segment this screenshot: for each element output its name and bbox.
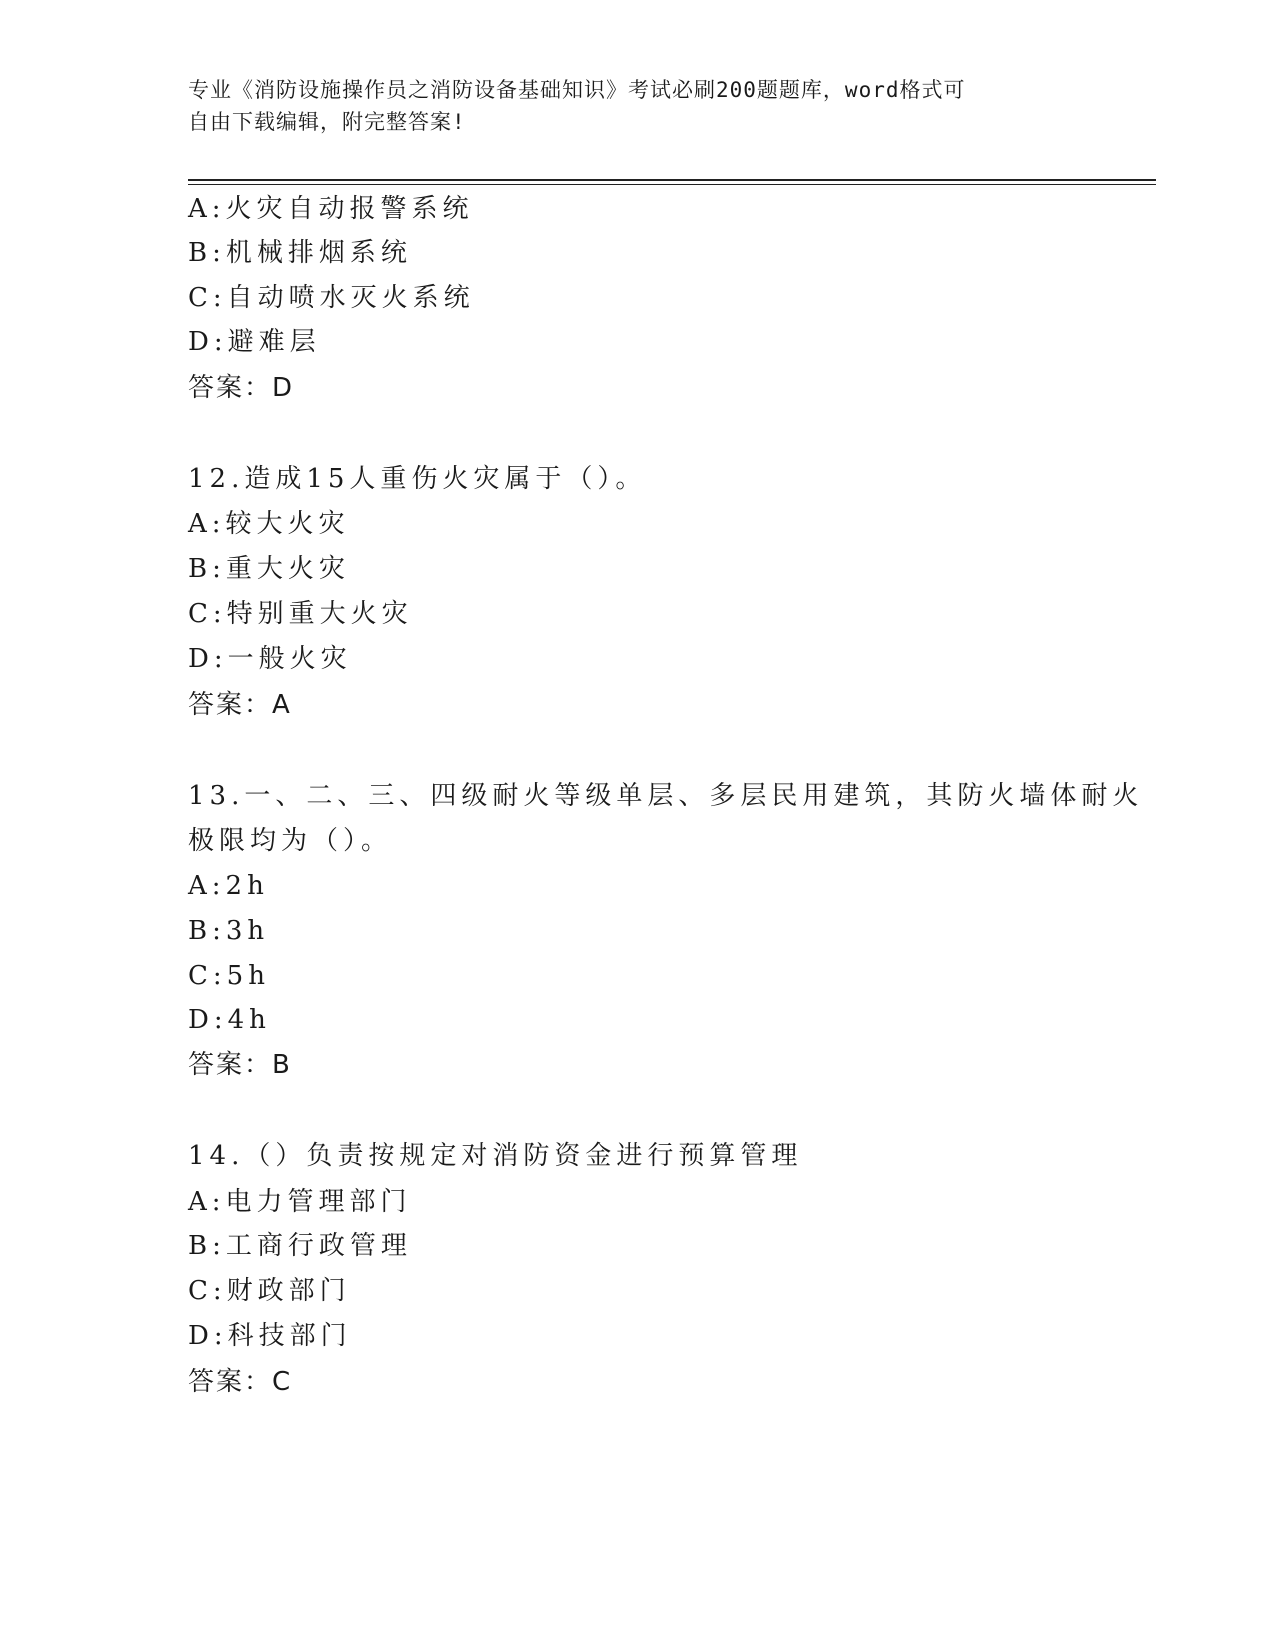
q13-question-line-1: 13.一、二、三、四级耐火等级单层、多层民用建筑，其防火墙体耐火 [188,781,1144,811]
q13-option-d: D:4h [188,1005,271,1035]
q13-answer: 答案：B [188,1050,292,1080]
q12-option-a: A:较大火灾 [188,509,350,539]
header-line-1: 专业《消防设施操作员之消防设备基础知识》考试必刷200题题库，word格式可 [188,78,966,102]
q13-option-c: C:5h [188,961,270,991]
q14-answer: 答案：C [188,1367,293,1397]
q11-option-d: D:避难层 [188,327,321,357]
q14-option-a: A:电力管理部门 [188,1187,412,1217]
q13-option-a: A:2h [188,871,269,901]
q13-option-b: B:3h [188,916,270,946]
header-rule-thin [188,184,1156,185]
header-line-2: 自由下载编辑，附完整答案! [188,110,466,134]
q14-option-c: C:财政部门 [188,1276,351,1306]
q14-option-d: D:科技部门 [188,1321,352,1351]
q12-question: 12.造成15人重伤火灾属于（）。 [188,464,647,494]
q11-option-a: A:火灾自动报警系统 [188,194,474,224]
q13-question-line-2: 极限均为（）。 [188,826,393,856]
q12-answer: 答案：A [188,690,292,720]
q11-answer: 答案：D [188,373,295,403]
document-header [188,74,1068,138]
q14-question: 14.（）负责按规定对消防资金进行预算管理 [188,1141,803,1171]
q12-option-b: B:重大火灾 [188,554,350,584]
q14-option-b: B:工商行政管理 [188,1231,412,1261]
header-rule-thick [188,179,1156,181]
q12-option-c: C:特别重大火灾 [188,599,413,629]
q11-option-c: C:自动喷水灭火系统 [188,283,475,313]
q12-option-d: D:一般火灾 [188,644,352,674]
q11-option-b: B:机械排烟系统 [188,238,412,268]
